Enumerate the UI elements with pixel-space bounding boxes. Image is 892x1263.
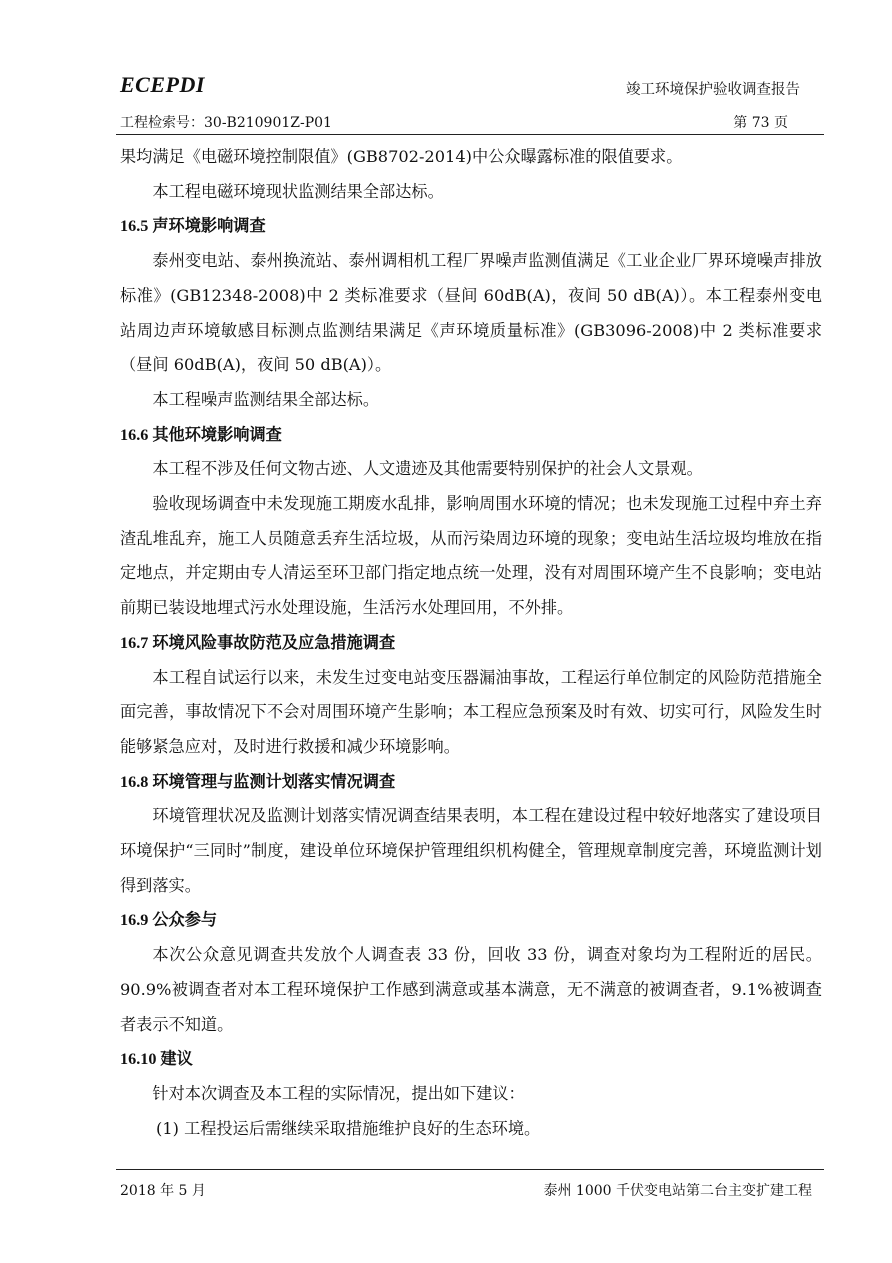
section-heading-16-5: [120, 209, 822, 244]
paragraph: 泰州变电站、泰州换流站、泰州调相机工程厂界噪声监测值满足《工业企业厂界环境噪声排放标准》(GB12348-2008)中 2 类标准要求（昼间 60dB(A)，夜间 50 dB(A)）。本工程泰州变电站周边声环境敏感目标测点监测结果满足《声环境质量标准》(GB3096-2008)中 2 类标准要求（昼间 60dB(A)，夜间 50 dB(A)）。: [120, 251, 822, 375]
section-title: 其他环境影响调查: [152, 424, 282, 444]
section-number: 16.9: [120, 911, 149, 930]
section-heading-16-8: [120, 765, 822, 800]
project-reference: 工程检索号：30-B210901Z-P01: [120, 115, 332, 131]
section-title: 环境风险事故防范及应急措施调查: [152, 632, 396, 652]
paragraph: 本工程自试运行以来，未发生过变电站变压器漏油事故，工程运行单位制定的风险防范措施全面完善，事故情况下不会对周围环境产生影响；本工程应急预案及时有效、切实可行，风险发生时能够紧急应对，及时进行救援和减少环境影响。: [120, 667, 822, 756]
section-heading-16-10: [120, 1042, 822, 1077]
section-heading-16-7: [120, 626, 822, 661]
company-logo: ECEPDI: [120, 72, 205, 97]
section-number: 16.6: [120, 425, 149, 444]
paragraph: 本次公众意见调查共发放个人调查表 33 份，回收 33 份，调查对象均为工程附近的居民。90.9%被调查者对本工程环境保护工作感到满意或基本满意，无不满意的被调查者，9.1%被调查者表示不知道。: [120, 945, 822, 1034]
section-number: 16.7: [120, 633, 149, 652]
page-number: 第 73 页: [733, 115, 788, 131]
section-number: 16.5: [120, 217, 149, 236]
paragraph: 环境管理状况及监测计划落实情况调查结果表明，本工程在建设过程中较好地落实了建设项目环境保护“三同时”制度，建设单位环境保护管理组织机构健全，管理规章制度完善，环境监测计划得到落实。: [120, 806, 822, 895]
list-item: (1) 工程投运后需继续采取措施维护良好的生态环境。: [156, 1118, 541, 1138]
section-title: 公众参与: [152, 910, 218, 930]
document-body: [120, 140, 822, 1146]
section-number: 16.10: [120, 1050, 157, 1069]
section-number: 16.8: [120, 772, 149, 791]
report-title: 竣工环境保护验收调查报告: [626, 82, 800, 98]
paragraph: 针对本次调查及本工程的实际情况，提出如下建议：: [152, 1083, 525, 1103]
paragraph: 本工程电磁环境现状监测结果全部达标。: [152, 181, 444, 201]
section-title: 环境管理与监测计划落实情况调查: [152, 771, 396, 791]
project-name: 泰州 1000 千伏变电站第二台主变扩建工程: [543, 1183, 812, 1199]
footer-divider: [116, 1169, 824, 1170]
section-heading-16-9: [120, 903, 822, 938]
paragraph: 果均满足《电磁环境控制限值》(GB8702-2014)中公众曝露标准的限值要求。: [120, 147, 683, 166]
section-title: 建议: [160, 1049, 193, 1069]
section-title: 声环境影响调查: [152, 216, 266, 236]
report-date: 2018 年 5 月: [120, 1183, 206, 1199]
section-heading-16-6: [120, 418, 822, 453]
header-divider: [116, 134, 824, 135]
paragraph: 本工程不涉及任何文物古迹、人文遗迹及其他需要特别保护的社会人文景观。: [152, 459, 703, 479]
paragraph: 验收现场调查中未发现施工期废水乱排，影响周围水环境的情况；也未发现施工过程中弃土弃渣乱堆乱弃，施工人员随意丢弃生活垃圾，从而污染周边环境的现象；变电站生活垃圾均堆放在指定地点，并定期由专人清运至环卫部门指定地点统一处理，没有对周围环境产生不良影响；变电站前期已装设地埋式污水处理设施，生活污水处理回用，不外排。: [120, 494, 822, 618]
paragraph: 本工程噪声监测结果全部达标。: [152, 389, 380, 409]
